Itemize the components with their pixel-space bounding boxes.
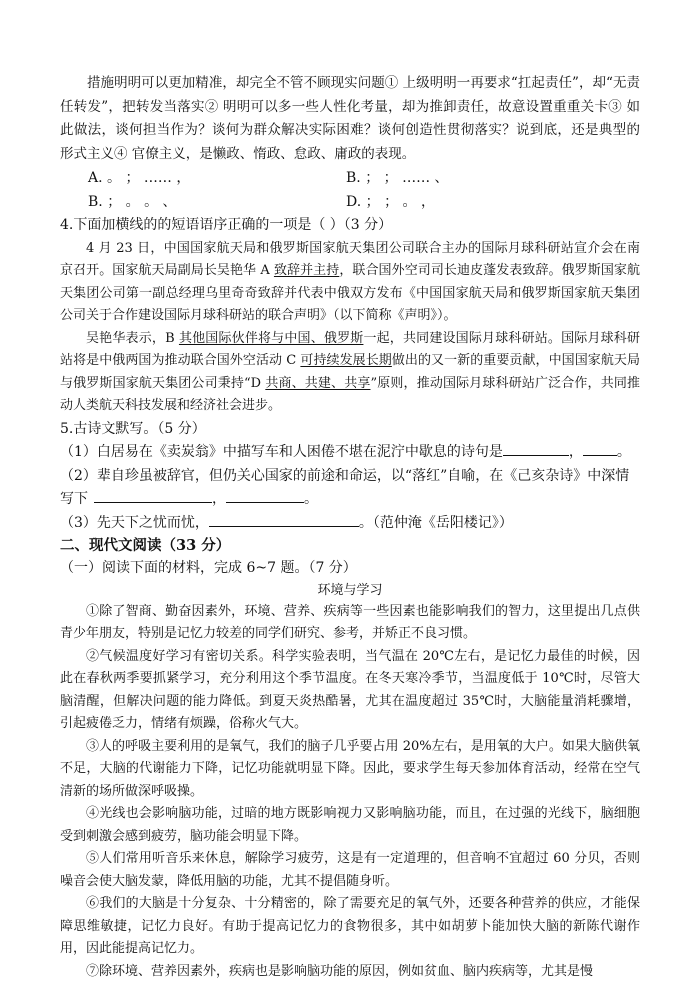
article-paragraph-1: ①除了智商、勤奋因素外，环境、营养、疾病等一些因素也能影响我们的智力，这里提出几点供青少年朋友，特别是记忆力较差的同学们研究、参考，并矫正不良习惯。 xyxy=(60,603,640,641)
article-paragraph-5: ⑤人们常用听音乐来休息，解除学习疲劳，这是有一定道理的，但音响不宜超过 60 分贝，否则噪音会使大脑发蒙，降低用脑的功能，尤其不提倡随身听。 xyxy=(60,851,640,889)
answer-blank[interactable] xyxy=(503,441,569,456)
option-d: D. ； ； 。 ， xyxy=(346,194,435,210)
article-paragraph-3: ③人的呼吸主要利用的是氧气，我们的脑子几乎要占用 20%左右，是用氧的大户。如果大脑供氧不足，大脑的代谢能力下降，记忆功能就明显下降。因此，要求学生每天参加体育活动，经常在空气清新的场所做深呼吸操。 xyxy=(60,738,640,799)
question-5-stem: 5.古诗文默写。（5 分） xyxy=(60,420,206,437)
q5-item-1: （1）白居易在《卖炭翁》中描写车和人困倦不堪在泥泞中歇息的诗句是 ， 。 xyxy=(60,441,640,465)
option-a: A. 。 ； …… ， xyxy=(88,170,191,186)
q5-item-3: （3）先天下之忧而忧， 。（范仲淹《岳阳楼记》） xyxy=(60,512,640,536)
underlined-phrase-b: 其他国际伙伴将与中国、俄罗斯 xyxy=(178,330,364,346)
article-paragraph-7: ⑦除环境、营养因素外，疾病也是影响脑功能的原因，例如贫血、脑内疾病等，尤其是慢 xyxy=(86,963,594,979)
q4-paragraph-2: 吴艳华表示，B 其他国际伙伴将与中国、俄罗斯一起，共同建设国际月球科研站。国际月球科研站将是中俄两国为推动联合国外空活动 C 可持续发展长期做出的又一新的重要贡献，中国国家航天局与俄罗斯国家航天集团公司秉持“D 共商、共建、共享”原则，推动国际月球科研站广泛合作，共同推动人类航天科技发展和经济社会进步。 xyxy=(60,330,640,413)
answer-blank[interactable] xyxy=(94,488,212,503)
underlined-phrase-a: 致辞并主持 xyxy=(273,263,340,278)
article-paragraph-6: ⑥我们的大脑是十分复杂、十分精密的，除了需要充足的氧气外，还要各种营养的供应，才能保障思维敏捷，记忆力良好。有助于提高记忆力的食物很多，其中如胡萝卜能加快大脑的新陈代谢作用，因此能提高记忆力。 xyxy=(60,896,640,956)
underlined-phrase-c: 可持续发展长期 xyxy=(300,353,392,368)
q3-options-row-1 xyxy=(60,166,640,190)
answer-blank[interactable] xyxy=(583,441,617,456)
article-paragraph-2: ②气候温度好学习有密切关系。科学实验表明，当气温在 20℃左右，是记忆力最佳的时候，因此在春秋两季要抓紧学习，充分利用这个季节温度。在冬天寒冷季节，当温度低于 10℃时，尽管大脑清醒，但解决问题的能力降低。到夏天炎热酷暑，尤其在温度超过 35℃时，大脑能量消耗骤增，引起疲倦乏力，情绪有烦躁，俗称火气大。 xyxy=(60,648,640,731)
answer-blank[interactable] xyxy=(209,512,359,527)
question-4-stem: 4.下面加横线的的短语语序正确的一项是（ ）（3 分） xyxy=(60,217,393,233)
exam-page xyxy=(60,72,640,983)
q4-paragraph-1: 4 月 23 日，中国国家航天局和俄罗斯国家航天集团公司联合主办的国际月球科研站宣介会在南京召开。国家航天局副局长吴艳华 A 致辞并主持，联合国外空司司长迪皮蓬发表致辞。俄罗斯国家航天集团公司第一副总经理乌里奇奇致辞并代表中俄双方发布《中国国家航天局和俄罗斯国家航天集团公司关于合作建设国际月球科研站的联合声明》（以下简称《声明》）。 xyxy=(60,240,640,323)
q3-options-row-2 xyxy=(60,190,640,214)
section-2-subtitle: （一）阅读下面的材料，完成 6~7 题。（7 分） xyxy=(60,560,357,576)
answer-blank[interactable] xyxy=(226,488,304,503)
article-paragraph-4: ④光线也会影响脑功能，过暗的地方既影响视力又影响脑功能，而且，在过强的光线下，脑细胞受到刺激会感到疲劳，脑功能会明显下降。 xyxy=(60,806,640,844)
article-title: 环境与学习 xyxy=(317,582,383,598)
q5-item-2: （2）辈自珍虽被辞官，但仍关心国家的前途和命运，以“落红”自喻，在《己亥杂诗》中深情写下 ， 。 xyxy=(60,467,630,507)
underlined-phrase-d: 共商、共建、共享 xyxy=(265,375,371,391)
passage-paragraph-1: 措施明明可以更加精准，却完全不管不顾现实问题① 上级明明一再要求“扛起责任”，却“无责任转发”，把转发当落实② 明明可以多一些人性化考量，却为推卸责任，故意设置重重关卡③ 如此做法，谈何担当作为？谈何为群众解决实际困难？谈何创造性贯彻落实？说到底，还是典型的形式主义④ 官僚主义，是懒政、惰政、怠政、庸政的表现。 xyxy=(60,75,640,162)
option-c: B. ； 。 。 、 xyxy=(88,194,177,210)
option-b: B. ； ； …… 、 xyxy=(346,170,449,186)
section-2-title: 二、现代文阅读（33 分） xyxy=(60,537,231,554)
